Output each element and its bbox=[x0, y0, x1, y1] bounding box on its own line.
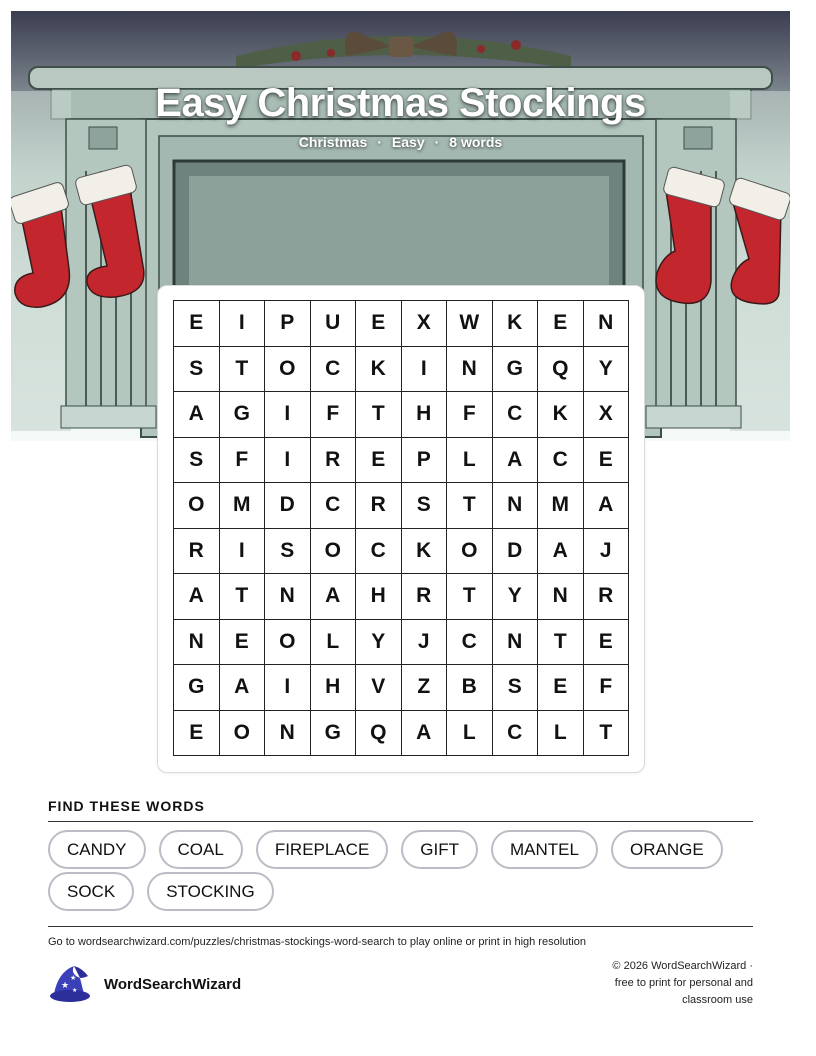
grid-cell[interactable]: S bbox=[174, 438, 220, 484]
grid-cell[interactable]: C bbox=[356, 529, 402, 575]
brand-name: WordSearchWizard bbox=[104, 975, 242, 993]
grid-cell[interactable]: T bbox=[356, 392, 402, 438]
grid-cell[interactable]: V bbox=[356, 665, 402, 711]
grid-cell[interactable]: N bbox=[538, 574, 584, 620]
grid-cell[interactable]: I bbox=[265, 438, 311, 484]
word-chip: STOCKING bbox=[147, 872, 273, 911]
grid-cell[interactable]: E bbox=[356, 438, 402, 484]
footer-divider bbox=[48, 926, 753, 927]
grid-cell[interactable]: G bbox=[174, 665, 220, 711]
page-title: Easy Christmas Stockings bbox=[155, 81, 646, 125]
grid-cell[interactable]: X bbox=[584, 392, 630, 438]
word-chip: ORANGE bbox=[611, 830, 723, 869]
grid-cell[interactable]: A bbox=[311, 574, 357, 620]
grid-cell[interactable]: T bbox=[584, 711, 630, 757]
grid-cell[interactable]: Q bbox=[538, 347, 584, 393]
grid-cell[interactable]: X bbox=[402, 301, 448, 347]
grid-cell[interactable]: L bbox=[311, 620, 357, 666]
grid-cell[interactable]: M bbox=[538, 483, 584, 529]
word-chip: GIFT bbox=[401, 830, 478, 869]
svg-text:★: ★ bbox=[70, 974, 77, 982]
grid-cell[interactable]: K bbox=[538, 392, 584, 438]
grid-cell[interactable]: E bbox=[584, 620, 630, 666]
grid-cell[interactable]: E bbox=[356, 301, 402, 347]
grid-cell[interactable]: E bbox=[538, 301, 584, 347]
word-list-heading: FIND THESE WORDS bbox=[48, 798, 753, 822]
puzzle-meta bbox=[11, 134, 790, 150]
grid-cell[interactable]: Y bbox=[584, 347, 630, 393]
grid-cell[interactable]: A bbox=[402, 711, 448, 757]
grid-cell[interactable]: E bbox=[584, 438, 630, 484]
grid-cell[interactable]: J bbox=[584, 529, 630, 575]
grid-cell[interactable]: L bbox=[447, 438, 493, 484]
grid-cell[interactable]: Y bbox=[356, 620, 402, 666]
copyright-line: free to print for personal and bbox=[614, 977, 753, 989]
grid-cell[interactable]: A bbox=[220, 665, 266, 711]
grid-cell[interactable]: O bbox=[220, 711, 266, 757]
grid-cell[interactable]: H bbox=[356, 574, 402, 620]
grid-cell[interactable]: Y bbox=[493, 574, 539, 620]
grid-cell[interactable]: T bbox=[220, 347, 266, 393]
grid-cell[interactable]: F bbox=[584, 665, 630, 711]
grid-cell[interactable]: L bbox=[447, 711, 493, 757]
grid-cell[interactable]: F bbox=[311, 392, 357, 438]
grid-cell[interactable]: K bbox=[402, 529, 448, 575]
grid-cell[interactable]: R bbox=[174, 529, 220, 575]
grid-cell[interactable]: D bbox=[265, 483, 311, 529]
grid-cell[interactable]: G bbox=[493, 347, 539, 393]
word-chip: FIREPLACE bbox=[256, 830, 388, 869]
grid-cell[interactable]: J bbox=[402, 620, 448, 666]
grid-cell[interactable]: K bbox=[493, 301, 539, 347]
grid-cell[interactable]: D bbox=[493, 529, 539, 575]
grid-cell[interactable]: E bbox=[220, 620, 266, 666]
grid-cell[interactable]: A bbox=[174, 574, 220, 620]
grid-cell[interactable]: T bbox=[447, 574, 493, 620]
grid-cell[interactable]: R bbox=[402, 574, 448, 620]
grid-cell[interactable]: C bbox=[493, 392, 539, 438]
meta-separator: · bbox=[434, 134, 440, 150]
grid-cell[interactable]: I bbox=[265, 665, 311, 711]
grid-cell[interactable]: I bbox=[220, 301, 266, 347]
grid-cell[interactable]: N bbox=[265, 574, 311, 620]
grid-cell[interactable]: P bbox=[265, 301, 311, 347]
svg-text:★: ★ bbox=[61, 981, 70, 991]
grid-cell[interactable]: C bbox=[447, 620, 493, 666]
grid-cell[interactable]: I bbox=[402, 347, 448, 393]
grid-cell[interactable]: N bbox=[174, 620, 220, 666]
grid-cell[interactable]: B bbox=[447, 665, 493, 711]
grid-cell[interactable]: N bbox=[493, 483, 539, 529]
footer-url-text[interactable]: Go to wordsearchwizard.com/puzzles/christmas-stockings-word-search to play online or print in high resolution bbox=[48, 936, 587, 948]
grid-cell[interactable]: N bbox=[493, 620, 539, 666]
word-chip: SOCK bbox=[48, 872, 134, 911]
grid-cell[interactable]: C bbox=[311, 347, 357, 393]
grid-cell[interactable]: U bbox=[311, 301, 357, 347]
grid-cell[interactable]: S bbox=[493, 665, 539, 711]
grid-cell[interactable]: E bbox=[174, 301, 220, 347]
svg-text:★: ★ bbox=[72, 987, 78, 994]
brand[interactable] bbox=[48, 964, 241, 1004]
grid-cell[interactable]: H bbox=[402, 392, 448, 438]
grid-cell[interactable]: O bbox=[265, 620, 311, 666]
grid-cell[interactable]: A bbox=[538, 529, 584, 575]
grid-cell[interactable]: E bbox=[538, 665, 584, 711]
grid-cell[interactable]: C bbox=[493, 711, 539, 757]
grid-cell[interactable]: S bbox=[265, 529, 311, 575]
grid-cell[interactable]: C bbox=[538, 438, 584, 484]
grid-cell[interactable]: A bbox=[493, 438, 539, 484]
word-chip: COAL bbox=[159, 830, 243, 869]
grid-cell[interactable]: O bbox=[265, 347, 311, 393]
grid-cell[interactable]: C bbox=[311, 483, 357, 529]
grid-cell[interactable]: S bbox=[174, 347, 220, 393]
grid-cell[interactable]: A bbox=[584, 483, 630, 529]
grid-cell[interactable]: L bbox=[538, 711, 584, 757]
grid-cell[interactable]: N bbox=[584, 301, 630, 347]
grid-cell[interactable]: O bbox=[174, 483, 220, 529]
category-label: Christmas bbox=[298, 134, 368, 150]
grid-cell[interactable]: R bbox=[311, 438, 357, 484]
copyright-line: classroom use bbox=[682, 994, 753, 1006]
wizard-hat-icon bbox=[48, 964, 92, 1004]
grid-cell[interactable]: T bbox=[447, 483, 493, 529]
grid-cell[interactable]: O bbox=[311, 529, 357, 575]
word-chip: MANTEL bbox=[491, 830, 598, 869]
copyright-notice bbox=[553, 958, 753, 1009]
grid-cell[interactable]: K bbox=[356, 347, 402, 393]
grid-cell[interactable]: N bbox=[447, 347, 493, 393]
word-list bbox=[48, 830, 753, 911]
grid-cell[interactable]: Z bbox=[402, 665, 448, 711]
grid-cell[interactable]: R bbox=[356, 483, 402, 529]
grid-cell[interactable]: H bbox=[311, 665, 357, 711]
letter-grid bbox=[173, 300, 629, 756]
meta-separator: · bbox=[377, 134, 382, 150]
grid-cell[interactable]: S bbox=[402, 483, 448, 529]
grid-cell[interactable]: E bbox=[174, 711, 220, 757]
grid-cell[interactable]: P bbox=[402, 438, 448, 484]
copyright-line: © 2026 WordSearchWizard · bbox=[612, 960, 753, 972]
grid-cell[interactable]: O bbox=[447, 529, 493, 575]
grid-cell[interactable]: N bbox=[265, 711, 311, 757]
word-chip: CANDY bbox=[48, 830, 146, 869]
grid-cell[interactable]: T bbox=[538, 620, 584, 666]
grid-cell[interactable]: G bbox=[311, 711, 357, 757]
grid-cell[interactable]: G bbox=[220, 392, 266, 438]
grid-cell[interactable]: A bbox=[174, 392, 220, 438]
puzzle-card bbox=[157, 285, 645, 773]
grid-cell[interactable]: I bbox=[220, 529, 266, 575]
grid-cell[interactable]: T bbox=[220, 574, 266, 620]
grid-cell[interactable]: M bbox=[220, 483, 266, 529]
word-count-label: 8 words bbox=[449, 134, 503, 150]
grid-cell[interactable]: R bbox=[584, 574, 630, 620]
grid-cell[interactable]: F bbox=[220, 438, 266, 484]
grid-cell[interactable]: I bbox=[265, 392, 311, 438]
grid-cell[interactable]: Q bbox=[356, 711, 402, 757]
difficulty-label: Easy bbox=[391, 134, 425, 150]
grid-cell[interactable]: F bbox=[447, 392, 493, 438]
grid-cell[interactable]: W bbox=[447, 301, 493, 347]
